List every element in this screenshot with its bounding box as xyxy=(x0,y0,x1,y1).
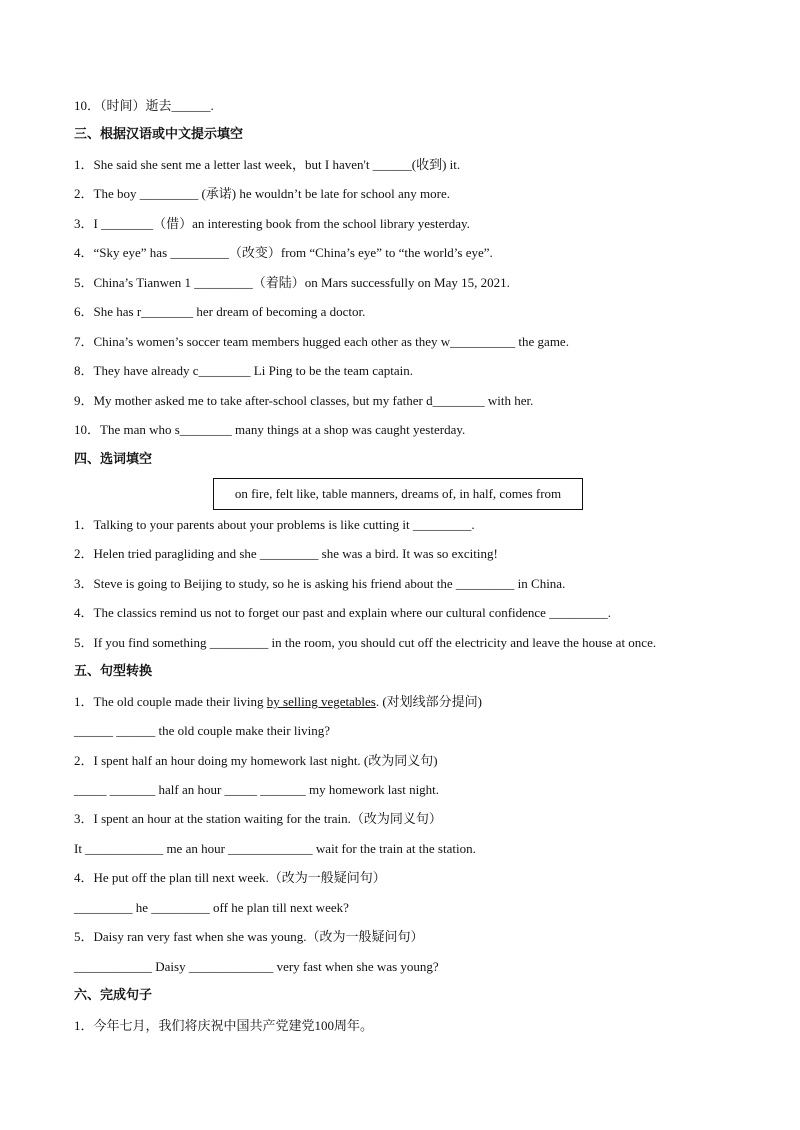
question-s3-5: 5．China’s Tianwen 1 _________（着陆）on Mars successfully on May 15, 2021. xyxy=(74,275,510,290)
question-s4-1: 1．Talking to your parents about your problems is like cutting it _________. xyxy=(74,517,475,532)
section-4-title: 四、选词填空 xyxy=(74,452,153,467)
question-s3-7: 7．China’s women’s soccer team members hugged each other as they w__________ the game. xyxy=(74,334,569,349)
word-bank-box: on fire, felt like, table manners, dreams of, in half, comes from xyxy=(213,478,583,510)
question-s3-2: 2．The boy _________ (承诺) he wouldn’t be late for school any more. xyxy=(74,186,450,201)
question-s3-3: 3．I ________（借）an interesting book from the school library yesterday. xyxy=(74,216,470,231)
question-s3-10: 10．The man who s________ many things at a shop was caught yesterday. xyxy=(74,422,466,437)
question-s5-2: 2．I spent half an hour doing my homework last night. (改为同义句) xyxy=(74,753,438,768)
answer-s5-5: ____________ Daisy _____________ very fast when she was young? xyxy=(74,959,439,974)
underlined-phrase: by selling vegetables xyxy=(266,694,376,709)
question-s5-4: 4．He put off the plan till next week.（改为一般疑问句） xyxy=(74,870,386,885)
question-s5-1-end: . (对划线部分提问) xyxy=(375,694,482,709)
question-s2-10: 10．（时间）逝去______. xyxy=(74,98,214,113)
question-s4-2: 2．Helen tried paragliding and she _________ she was a bird. It was so exciting! xyxy=(74,546,498,561)
question-s6-1: 1．今年七月，我们将庆祝中国共产党建党100周年。 xyxy=(74,1018,374,1033)
question-s3-4: 4．“Sky eye” has _________（改变）from “China’s eye” to “the world’s eye”. xyxy=(74,245,493,260)
question-s3-6: 6．She has r________ her dream of becoming a doctor. xyxy=(74,304,366,319)
answer-s5-2: _____ _______ half an hour _____ _______ my homework last night. xyxy=(74,782,440,797)
question-s4-3: 3．Steve is going to Beijing to study, so he is asking his friend about the _________ in China. xyxy=(74,576,566,591)
question-s5-1-start: 1．The old couple made their living xyxy=(74,694,267,709)
section-5-title: 五、句型转换 xyxy=(74,664,153,679)
question-s5-5: 5．Daisy ran very fast when she was young.（改为一般疑问句） xyxy=(74,929,424,944)
answer-s5-4: _________ he _________ off he plan till next week? xyxy=(74,900,349,915)
question-s5-3: 3．I spent an hour at the station waiting for the train.（改为同义句） xyxy=(74,811,442,826)
question-s3-1: 1．She said she sent me a letter last week，but I haven't ______(收到) it. xyxy=(74,157,461,172)
answer-s5-1: ______ ______ the old couple make their living? xyxy=(74,723,330,738)
answer-s5-3: It ____________ me an hour _____________ wait for the train at the station. xyxy=(74,841,476,856)
question-s4-5: 5．If you find something _________ in the room, you should cut off the electricity and leave the house at once. xyxy=(74,635,657,650)
question-s3-9: 9．My mother asked me to take after-school classes, but my father d________ with her. xyxy=(74,393,534,408)
section-6-title: 六、完成句子 xyxy=(74,988,153,1003)
question-s5-1 xyxy=(74,693,482,711)
section-3-title: 三、根据汉语或中文提示填空 xyxy=(74,127,244,142)
question-s4-4: 4．The classics remind us not to forget our past and explain where our cultural confidence _________. xyxy=(74,605,611,620)
question-s3-8: 8．They have already c________ Li Ping to be the team captain. xyxy=(74,363,413,378)
